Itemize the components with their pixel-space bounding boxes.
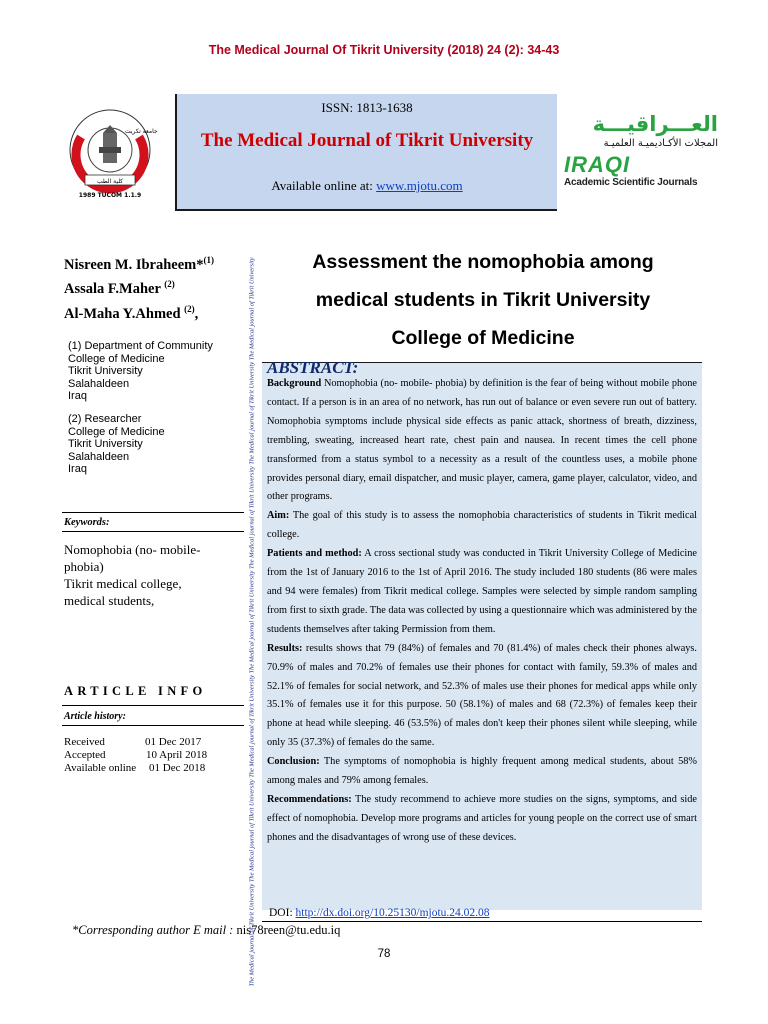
author-name: Assala F.Maher bbox=[64, 280, 165, 297]
history-date: 01 Dec 2017 bbox=[145, 736, 202, 748]
history-received bbox=[64, 736, 244, 748]
vertical-journal-watermark bbox=[246, 257, 258, 987]
iraqi-journals-logo bbox=[562, 112, 722, 192]
logo-arabic-title: العـــراقيـــة bbox=[592, 112, 718, 136]
affiliation-line: College of Medicine bbox=[68, 352, 165, 365]
running-head: The Medical Journal Of Tikrit University (2018) 24 (2): 34-43 bbox=[208, 43, 560, 57]
author-3 bbox=[64, 304, 198, 323]
watermark-text: The Medical journal of Tikrit University The Medical journal of Tikrit University The Medical journal of Tikrit University The Medical journal of Tikrit University The Medical journal of Tikrit University The Medical journal of Tikrit University The Medical journal of Tikrit University bbox=[248, 257, 256, 987]
affiliation-2 bbox=[68, 413, 165, 476]
abstract-background bbox=[267, 375, 697, 507]
section-text: The symptoms of nomophobia is highly frequent among medical students, about 58% among males and 79% among females. bbox=[267, 756, 697, 787]
author-affiliation-mark: (2) bbox=[184, 304, 195, 314]
section-label: Conclusion: bbox=[267, 756, 320, 768]
abstract-conclusion bbox=[267, 753, 697, 791]
affiliation-line: Tikrit University bbox=[68, 438, 143, 451]
history-date: 10 April 2018 bbox=[146, 749, 208, 761]
section-label: Recommendations: bbox=[267, 793, 352, 805]
affiliation-1 bbox=[68, 340, 213, 403]
keywords-label-text: Keywords bbox=[64, 517, 106, 528]
abstract-heading: ABSTRACT: bbox=[267, 358, 359, 377]
author-name: Al-Maha Y.Ahmed bbox=[64, 305, 185, 322]
author-1 bbox=[64, 255, 214, 274]
doi-line bbox=[269, 907, 490, 919]
history-date: 01 Dec 2018 bbox=[149, 762, 206, 774]
section-text: A cross sectional study was conducted in Tikrit University College of Medicine from the 1st of January 2016 to the 1st of April 2016. The study included 180 students (86 were males and 94 were females) from Tikrit medical college. Samples were selected by simple random sampling from first to sixth grade. The data was collected by using a questionnaire which was administered by the students themselves after taking Permission from them. bbox=[267, 548, 697, 635]
keyword-line: phobia) bbox=[64, 559, 104, 574]
divider bbox=[62, 512, 244, 513]
journal-name: The Medical Journal of Tikrit University bbox=[200, 130, 534, 151]
author-suffix: , bbox=[194, 305, 199, 322]
abstract-results bbox=[267, 640, 697, 753]
article-title bbox=[268, 243, 698, 357]
divider bbox=[62, 531, 244, 532]
logo-banner-text: كلية الطب bbox=[96, 178, 124, 185]
doi-label: DOI: bbox=[269, 907, 296, 919]
abstract-aim bbox=[267, 507, 697, 545]
divider bbox=[262, 921, 702, 922]
availability-line bbox=[177, 178, 557, 194]
doi-link[interactable]: http://dx.doi.org/10.25130/mjotu.24.02.08 bbox=[295, 907, 490, 919]
keyword-line: Tikrit medical college, bbox=[64, 576, 182, 591]
title-line: Assessment the nomophobia among bbox=[312, 251, 654, 273]
logo-arabic-subtitle: المجلات الأكـاديميـة العلميـة bbox=[603, 138, 718, 149]
logo-caption: 1989 TUCOM 1.1.9 bbox=[78, 192, 142, 199]
affiliation-line: Tikrit University bbox=[68, 365, 143, 378]
author-affiliation-mark: (1) bbox=[203, 255, 214, 265]
divider bbox=[62, 705, 244, 706]
section-text: Nomophobia (no- mobile- phobia) by definition is the fear of being without mobile phone contact. If a person is in an area of no network, has run out of balance or even severe run out of battery. Nomophobia symptoms include physical side effects as panic attack, shortness of breath, dizziness, trembling, sweating, increased heart rate, chest pain and nausea. In recent times the cell phone transformed from a status symbol to a necessity as a result of the countless uses, a mobile phone provides personal diary, email dispatcher, and music player, camera, game player, calculator, video, and other programs. bbox=[267, 378, 697, 503]
article-info-heading: ARTICLE INFO bbox=[64, 684, 207, 698]
section-label: Background bbox=[267, 378, 322, 389]
history-label: Accepted bbox=[64, 749, 106, 761]
corresponding-email: nis78reen@tu.edu.iq bbox=[236, 923, 341, 937]
abstract-body bbox=[267, 375, 697, 848]
affiliation-line: (2) Researcher bbox=[68, 413, 142, 425]
title-line: College of Medicine bbox=[391, 327, 575, 349]
history-accepted bbox=[64, 749, 244, 761]
page-number: 78 bbox=[377, 948, 391, 960]
history-label: Received bbox=[64, 736, 105, 748]
logo-ring-text: جامعة تكريت bbox=[125, 128, 158, 135]
corresponding-label: *Corresponding author E mail : bbox=[72, 923, 237, 937]
affiliation-line: Salahaldeen bbox=[68, 377, 130, 390]
author-2 bbox=[64, 279, 175, 298]
keyword-line: medical students, bbox=[64, 593, 155, 608]
availability-label: Available online at: bbox=[271, 178, 377, 193]
section-text: The goal of this study is to assess the nomophobia characteristics of students in Tikrit medical college. bbox=[267, 510, 697, 541]
author-name: Nisreen M. Ibraheem* bbox=[64, 256, 204, 273]
keywords-list bbox=[64, 541, 234, 609]
abstract-recommendations bbox=[267, 791, 697, 848]
section-text: results shows that 79 (84%) of females and 70 (81.4%) of males check their phones always. 70.9% of males and 70.2% of females use their phones for contact with family, 59.3% of males and 52.1% of females for social network, and 52.3% of males use their phones for medical apps while only 35.1% of females use it for this purpose. 50 (58.1%) of males and 68 (72.3%) of females keep their phone at head while sleeping. 46 (53.5%) of males don't keep their phones silent while sleeping, while only 35 (37.3%) of females do the same. bbox=[267, 642, 697, 749]
section-text: The study recommend to achieve more studies on the signs, symptoms, and side effect of nomophobia. Develop more programs and articles for young people on the correct use of smart phones and the disadvantages of wrong use of these devices. bbox=[267, 793, 697, 843]
affiliation-line: Salahaldeen bbox=[68, 450, 130, 463]
author-affiliation-mark: (2) bbox=[164, 279, 175, 289]
affiliation-line: Iraq bbox=[68, 463, 87, 476]
university-logo bbox=[63, 107, 158, 200]
logo-brand: IRAQI bbox=[564, 152, 631, 177]
history-label: Available online bbox=[64, 762, 137, 774]
divider bbox=[62, 725, 244, 726]
keyword-line: Nomophobia (no- mobile- bbox=[64, 542, 201, 557]
section-label: Aim: bbox=[267, 510, 290, 522]
section-label: Patients and method: bbox=[267, 548, 362, 560]
affiliation-line: Iraq bbox=[68, 390, 87, 403]
affiliation-line: College of Medicine bbox=[68, 425, 165, 438]
abstract-methods bbox=[267, 545, 697, 640]
logo-tagline: Academic Scientific Journals bbox=[564, 177, 698, 188]
journal-masthead bbox=[175, 94, 557, 211]
keywords-label: Keywords: bbox=[64, 517, 110, 528]
corresponding-author bbox=[72, 923, 340, 938]
journal-website-link[interactable]: www.mjotu.com bbox=[376, 178, 463, 193]
article-history-label: Article history: bbox=[64, 711, 126, 722]
title-line: medical students in Tikrit University bbox=[315, 289, 651, 311]
issn: ISSN: 1813-1638 bbox=[321, 100, 413, 115]
history-online bbox=[64, 762, 244, 774]
affiliation-line: (1) Department of Community bbox=[68, 340, 213, 352]
section-label: Results: bbox=[267, 642, 303, 654]
